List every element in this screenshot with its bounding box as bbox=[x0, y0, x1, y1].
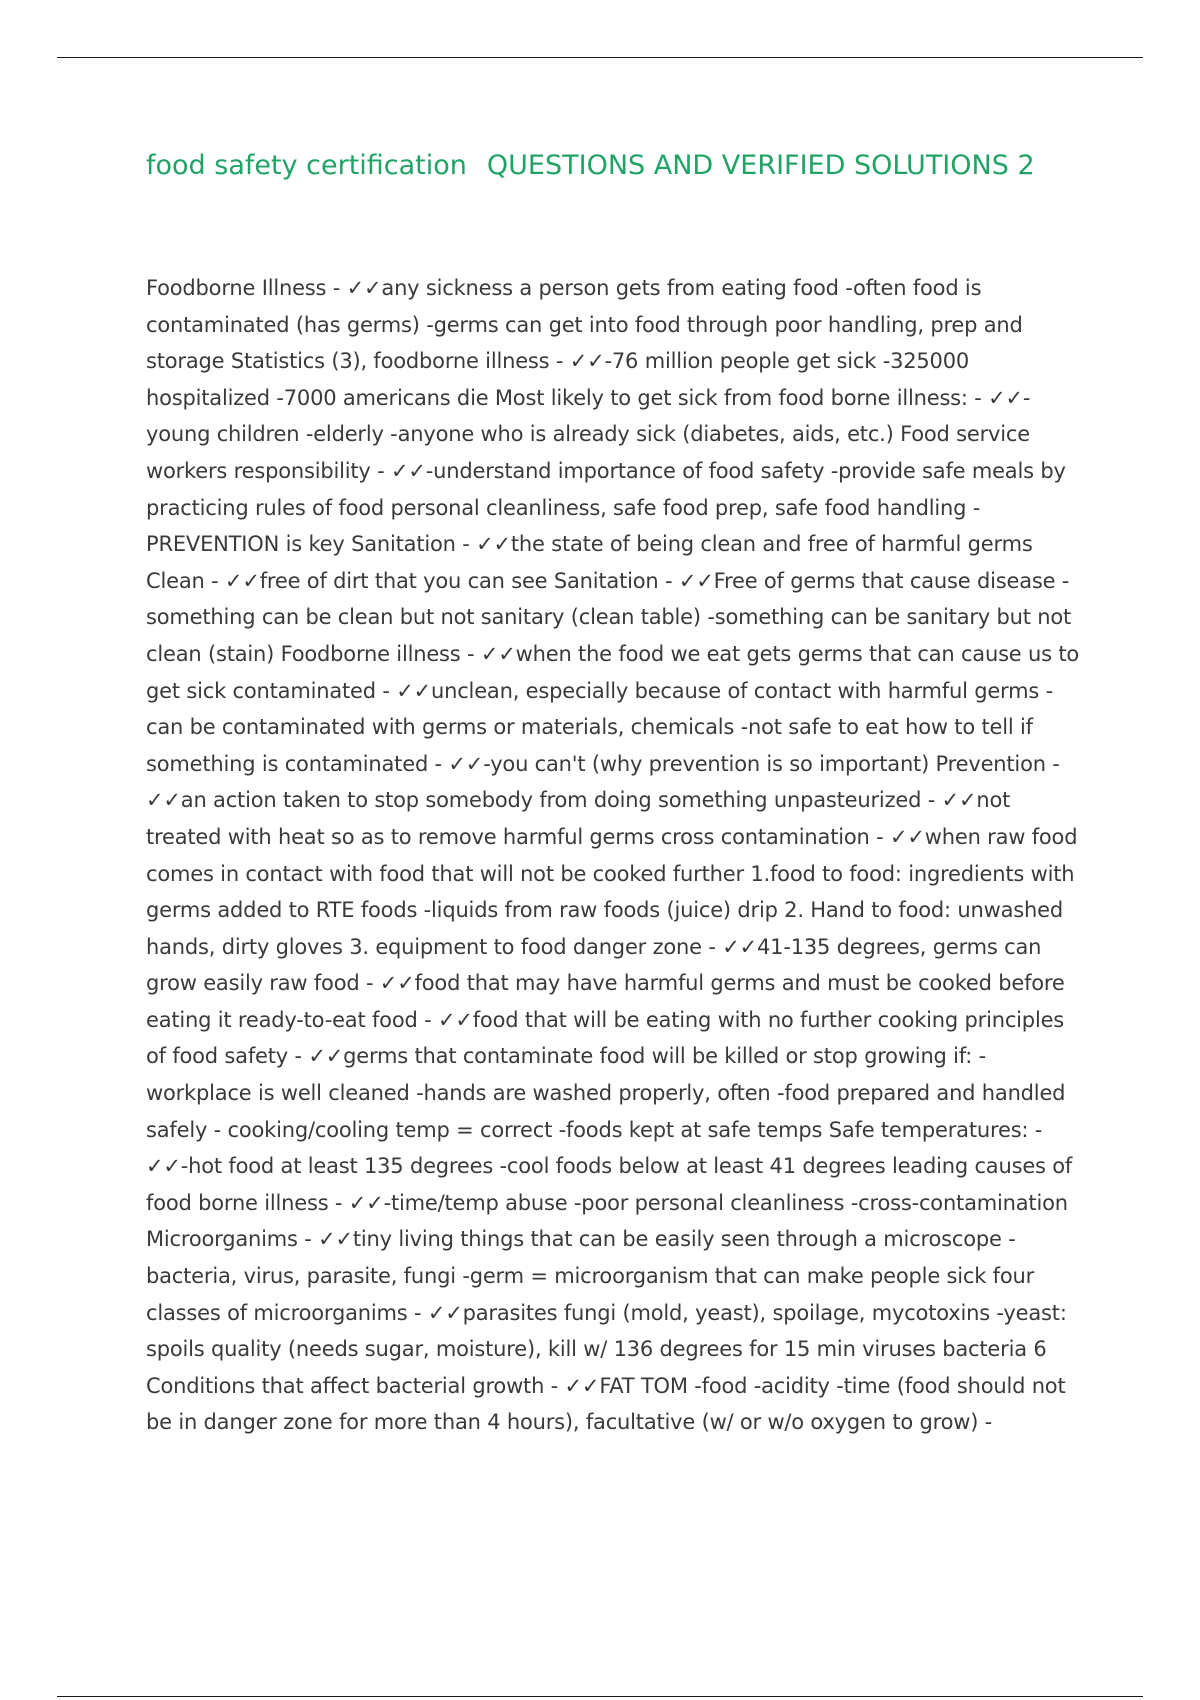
footer-rule bbox=[57, 1696, 1143, 1697]
document-body-text: Foodborne Illness - ✓✓any sickness a person gets from eating food -often food is contaminated (has germs) -germs can get into food through poor handling, prep and storage Statistics (3), foodborne illness - ✓✓-76 million people get sick -325000 hospitalized -7000 americans die Most likely to get sick from food borne illness: - ✓✓- young children -elderly -anyone who is already sick (diabetes, aids, etc.) Food service workers responsibility - ✓✓-understand importance of food safety -provide safe meals by practicing rules of food personal cleanliness, safe food prep, safe food handling - PREVENTION is key Sanitation - ✓✓the state of being clean and free of harmful germs Clean - ✓✓free of dirt that you can see Sanitation - ✓✓Free of germs that cause disease - something can be clean but not sanitary (clean table) -something can be sanitary but not clean (stain) Foodborne illness - ✓✓when the food we eat gets germs that can cause us to get sick contaminated - ✓✓unclean, especially because of contact with harmful germs - can be contaminated with germs or materials, chemicals -not safe to eat how to tell if something is contaminated - ✓✓-you can't (why prevention is so important) Prevention - ✓✓an action taken to stop somebody from doing something unpasteurized - ✓✓not treated with heat so as to remove harmful germs cross contamination - ✓✓when raw food comes in contact with food that will not be cooked further 1.food to food: ingredients with germs added to RTE foods -liquids from raw foods (juice) drip 2. Hand to food: unwashed hands, dirty gloves 3. equipment to food danger zone - ✓✓41-135 degrees, germs can grow easily raw food - ✓✓food that may have harmful germs and must be cooked before eating it ready-to-eat food - ✓✓food that will be eating with no further cooking principles of food safety - ✓✓germs that contaminate food will be killed or stop growing if: -workplace is well cleaned -hands are washed properly, often -food prepared and handled safely - cooking/cooling temp = correct -foods kept at safe temps Safe temperatures: - ✓✓-hot food at least 135 degrees -cool foods below at least 41 degrees leading causes of food borne illness - ✓✓-time/temp abuse -poor personal cleanliness -cross-contamination Microorganims - ✓✓tiny living things that can be easily seen through a microscope - bacteria, virus, parasite, fungi -germ = microorganism that can make people sick four classes of microorganims - ✓✓parasites fungi (mold, yeast), spoilage, mycotoxins -yeast: spoils quality (needs sugar, moisture), kill w/ 136 degrees for 15 min viruses bacteria 6 Conditions that affect bacterial growth - ✓✓FAT TOM -food -acidity -time (food should not be in danger zone for more than 4 hours), facultative (w/ or w/o oxygen to grow) - bbox=[146, 276, 1080, 1435]
title-subject: food safety certification bbox=[146, 150, 467, 181]
header-rule bbox=[57, 57, 1143, 58]
document-title bbox=[146, 146, 1106, 186]
title-descriptor: QUESTIONS AND VERIFIED SOLUTIONS 2 bbox=[486, 150, 1035, 181]
